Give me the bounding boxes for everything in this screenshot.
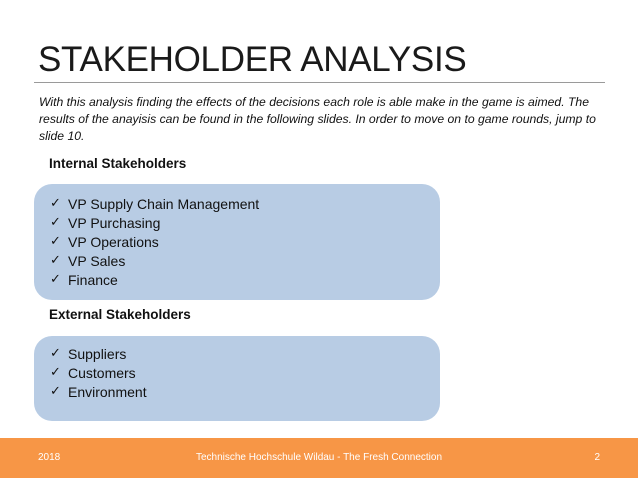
- external-stakeholders-list: [34, 344, 440, 401]
- check-icon: ✓: [50, 215, 61, 230]
- stakeholder-label: VP Purchasing: [68, 214, 161, 231]
- internal-stakeholders-box: [34, 184, 440, 300]
- slide-title: STAKEHOLDER ANALYSIS: [38, 40, 467, 79]
- check-icon: ✓: [50, 234, 61, 249]
- stakeholder-item: [50, 270, 440, 289]
- check-icon: ✓: [50, 365, 61, 380]
- stakeholder-label: VP Sales: [68, 252, 126, 269]
- stakeholder-item: [50, 213, 440, 232]
- internal-stakeholders-list: [34, 194, 440, 289]
- title-divider: [34, 82, 605, 83]
- stakeholder-label: Customers: [68, 364, 136, 381]
- check-icon: ✓: [50, 272, 61, 287]
- stakeholder-label: VP Supply Chain Management: [68, 195, 260, 212]
- external-stakeholders-heading: External Stakeholders: [49, 307, 191, 322]
- stakeholder-item: [50, 363, 440, 382]
- stakeholder-item: [50, 382, 440, 401]
- check-icon: ✓: [50, 384, 61, 399]
- check-icon: ✓: [50, 253, 61, 268]
- stakeholder-item: [50, 344, 440, 363]
- stakeholder-label: Environment: [68, 383, 147, 400]
- footer-bar: [0, 438, 638, 478]
- stakeholder-item: [50, 194, 440, 213]
- internal-stakeholders-heading: Internal Stakeholders: [49, 156, 187, 171]
- page-number: 2: [594, 452, 600, 463]
- stakeholder-item: [50, 232, 440, 251]
- stakeholder-item: [50, 251, 440, 270]
- check-icon: ✓: [50, 346, 61, 361]
- external-stakeholders-box: [34, 336, 440, 421]
- stakeholder-label: Finance: [68, 271, 118, 288]
- footer-date: 2018: [38, 452, 61, 463]
- stakeholder-label: Suppliers: [68, 345, 127, 362]
- check-icon: ✓: [50, 196, 61, 211]
- footer-center-text: Technische Hochschule Wildau - The Fresh Connection: [195, 452, 443, 463]
- stakeholder-label: VP Operations: [68, 233, 159, 250]
- intro-paragraph: With this analysis finding the effects of the decisions each role is able make in the game is aimed. The results of the anayisis can be found in the following slides. In order to move on to game rounds, jump to slide 10.: [39, 95, 596, 143]
